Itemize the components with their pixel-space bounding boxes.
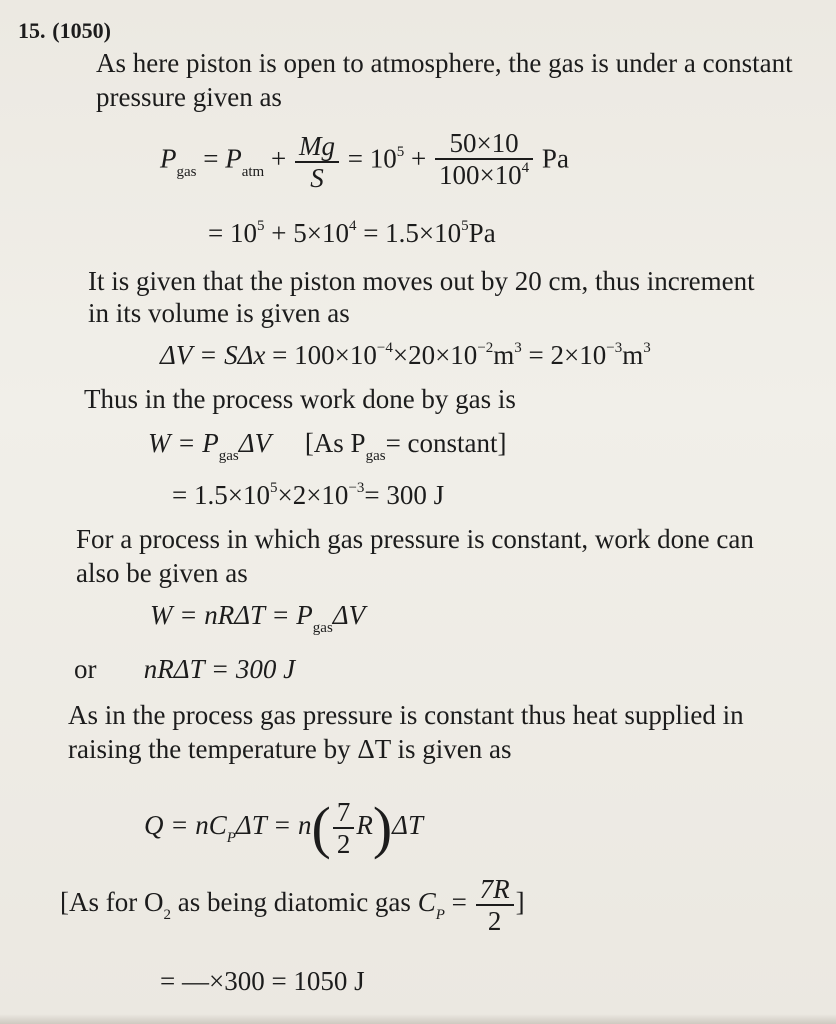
para2-line-2: in its volume is given as	[88, 298, 350, 328]
question-answer: (1050)	[52, 18, 111, 43]
question-number: 15.	[18, 18, 46, 43]
para3-line-1: Thus in the process work done by gas is	[84, 384, 516, 414]
page-edge-shadow	[0, 1014, 836, 1024]
intro-line-2: pressure given as	[96, 82, 282, 112]
work-equation: $W = P_{gas}\Delta V$ [As $P_{gas}=$ constant]	[148, 428, 507, 464]
nrt-equation: $W = nR\Delta T = P_{gas}\Delta V$	[150, 600, 366, 636]
heat-equation: $Q = nC_P\Delta T = n$( $\frac{7}{2}$ R)ΔT	[144, 794, 424, 860]
para4-line-2: also be given as	[76, 558, 248, 588]
mg-over-s-fraction: $\frac{Mg}{S}$	[295, 131, 339, 193]
nrt-result: or nRΔT = 300 J	[74, 654, 296, 684]
work-result: = $1.5\times 10^5\times 2\times 10^{-3}= 300$ J	[172, 480, 445, 510]
question-header	[18, 14, 111, 46]
seven-halves-fraction: $\frac{7}{2}$	[333, 797, 355, 859]
volume-equation: $\Delta V = S\Delta x = 100\times 10^{-4}\times 20\times 10^{-2}m^3 = 2\times 10^{-3}m^3$	[160, 340, 651, 370]
pressure-equation: $P_{gas} = P_{atm}$ + $\frac{Mg}{S}$ = $10^5$ + $\frac{50\times 10}{100\times 10^4}$ Pa	[160, 128, 569, 195]
pressure-result: = $10^5 + 5\times 10^4 = 1.5\times 10^5Pa$	[208, 218, 496, 248]
para5-line-2: raising the temperature by ΔT is given as	[68, 734, 512, 764]
cp-note: [As for $O_2$ as being diatomic gas $C_P$ = $\frac{7R}{2}$ ]	[60, 873, 525, 936]
para2-line-1: It is given that the piston moves out by 20 cm, thus increment	[88, 266, 755, 296]
seven-r-over-two-fraction: $\frac{7R}{2}$	[476, 874, 514, 936]
numeric-fraction: $\frac{50\times 10}{100\times 10^4}$	[435, 128, 533, 195]
final-result: = —×300 = 1050 J	[160, 966, 365, 996]
para5-line-1: As in the process gas pressure is constant thus heat supplied in	[68, 700, 744, 730]
para4-line-1: For a process in which gas pressure is constant, work done can	[76, 524, 754, 554]
intro-line-1: As here piston is open to atmosphere, the gas is under a constant	[96, 48, 793, 78]
